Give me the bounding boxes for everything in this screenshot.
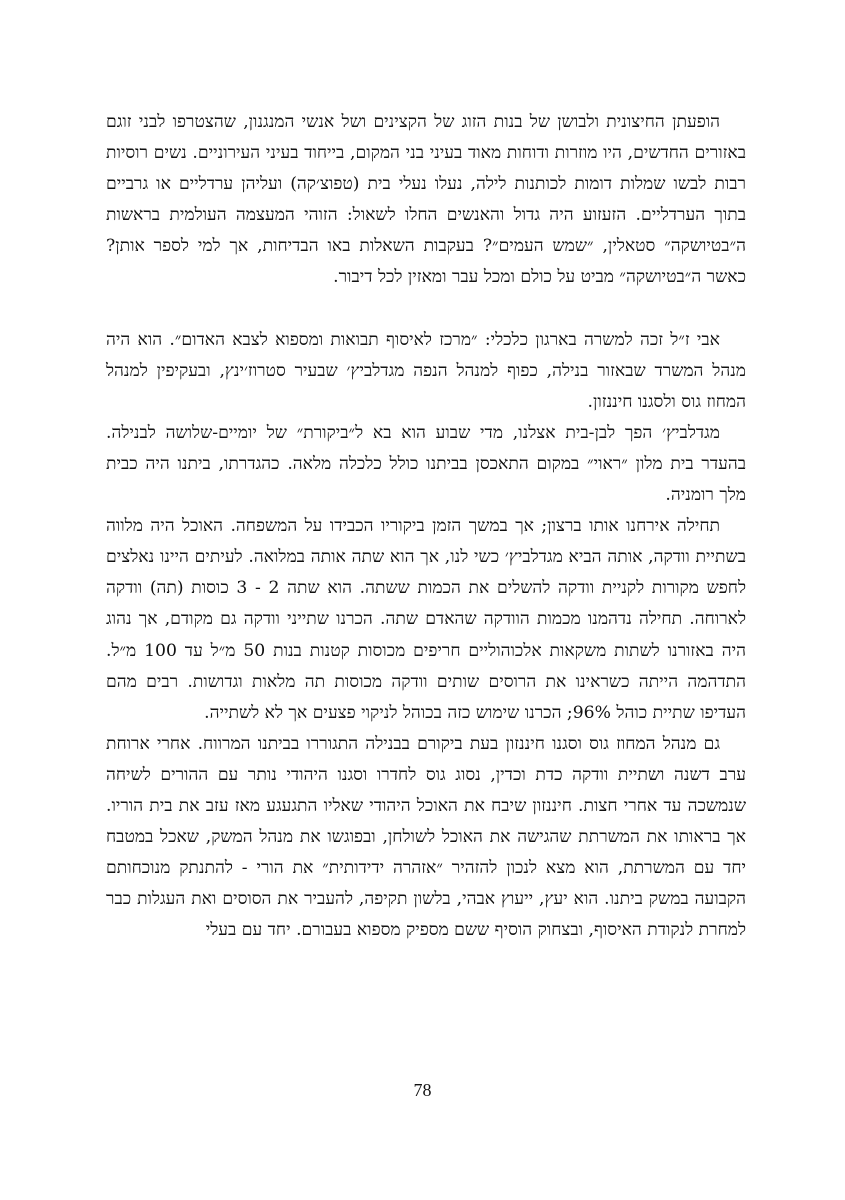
paragraph-vodka: תחילה אירחנו אותו ברצון; אך במשך הזמן ביקוריו הכבידו על המשפחה. האוכל היה מלווה בשתיית וודקה, אותה הביא מגדלביץ׳ כשי לנו, אך הוא שתה אותה במלואה. לעיתים היינו נאלצים לחפש מקורות לקניית וודקה להשלים את הכמות ששתה. הוא שתה 2 - 3 כוסות (תה) וודקה לארוחה. תחילה נדהמנו מכמות הוודקה שהאדם שתה. הכרנו שתייני וודקה גם מקודם, אך נהוג היה באזורנו לשתות משקאות אלכוהוליים חריפים מכוסות קטנות בנות 50 מ״ל עד 100 מ״ל. התדהמה הייתה כשראינו את הרוסים שותים וודקה מכוסות תה מלאות וגדושות. רבים מהם העדיפו שתיית כוהל 96%; הכרנו שימוש כזה בכוהל לניקוי פצעים אך לא לשתייה. xyxy=(106,516,747,723)
paragraph-appearance: הופעתן החיצונית ולבושן של בנות הזוג של הקצינים ושל אנשי המנגנון, שהצטרפו לבני זוגם באזורים החדשים, היו מוזרות ודוחות מאוד בעיני בני המקום, בייחוד בעיני העירוניים. נשים רוסיות רבות לבשו שמלות דומות לכותנות לילה, נעלו נעלי בית (טפוצ׳קה) ועליהן ערדליים או גרביים בתוך הערדליים. הזעזוע היה גדול והאנשים החלו לשאול: הזוהי המעצמה העולמית בראשות ה״בטיושקה״ סטאלין, ״שמש העמים״? בעקבות השאלות באו הבדיחות, אך למי לספר אותן? כאשר ה״בטיושקה״ מביט על כולם ומכל עבר ומאזין לכל דיבור. xyxy=(106,112,746,288)
paragraph-magdalevich-visits: מגדלביץ׳ הפך לבן-בית אצלנו, מדי שבוע הוא בא ל״ביקורת״ של יומיים-שלושה לבנילה. בהעדר בית מלון ״ראוי״ במקום התאכסן בביתנו כולל כלכלה מלאה. כהגדרתו, ביתנו היה כבית מלך רומניה. xyxy=(106,422,746,506)
paragraph-father-job: אבי ז״ל זכה למשרה בארגון כלכלי: ״מרכז לאיסוף תבואות ומספוא לצבא האדום״. הוא היה מנהל המשרד שבאזור בנילה, כפוף למנהל הנפה מגדלביץ׳ שבעיר סטרוז׳ינץ, ובעקיפין למנהל המחוז גוס ולסגנו חיננזון. xyxy=(106,329,746,412)
paragraph-gus-chinenzon: גם מנהל המחוז גוס וסגנו חיננזון בעת ביקורם בבנילה התגוררו בביתנו המרווח. אחרי ארוחת ערב דשנה ושתיית וודקה כדת וכדין, נסוג גוס לחדרו וסגנו היהודי נותר עם ההורים לשיחה שנמשכה עד אחרי חצות. חיננזון שיבח את האוכל היהודי שאליו התגעגע מאז עזב את בית הוריו. אך בראותו את המשרתת שהגישה את האוכל לשולחן, ובפוגשו את מנהל המשק, שאכל במטבח יחד עם המשרתת, הוא מצא לנכון להזהיר ״אזהרה ידידותית״ את הורי - להתנתק מנוכחותם הקבועה במשק ביתנו. הוא יעץ, ייעוץ אבהי, בלשון תקיפה, להעביר את הסוסים ואת העגלות כבר למחרת לנקודת האיסוף, ובצחוק הוסיף ששם מספיק מספוא בעבורם. יחד עם בעלי xyxy=(106,733,746,941)
page-number: 78 xyxy=(413,1080,432,1100)
document-body xyxy=(106,107,746,946)
